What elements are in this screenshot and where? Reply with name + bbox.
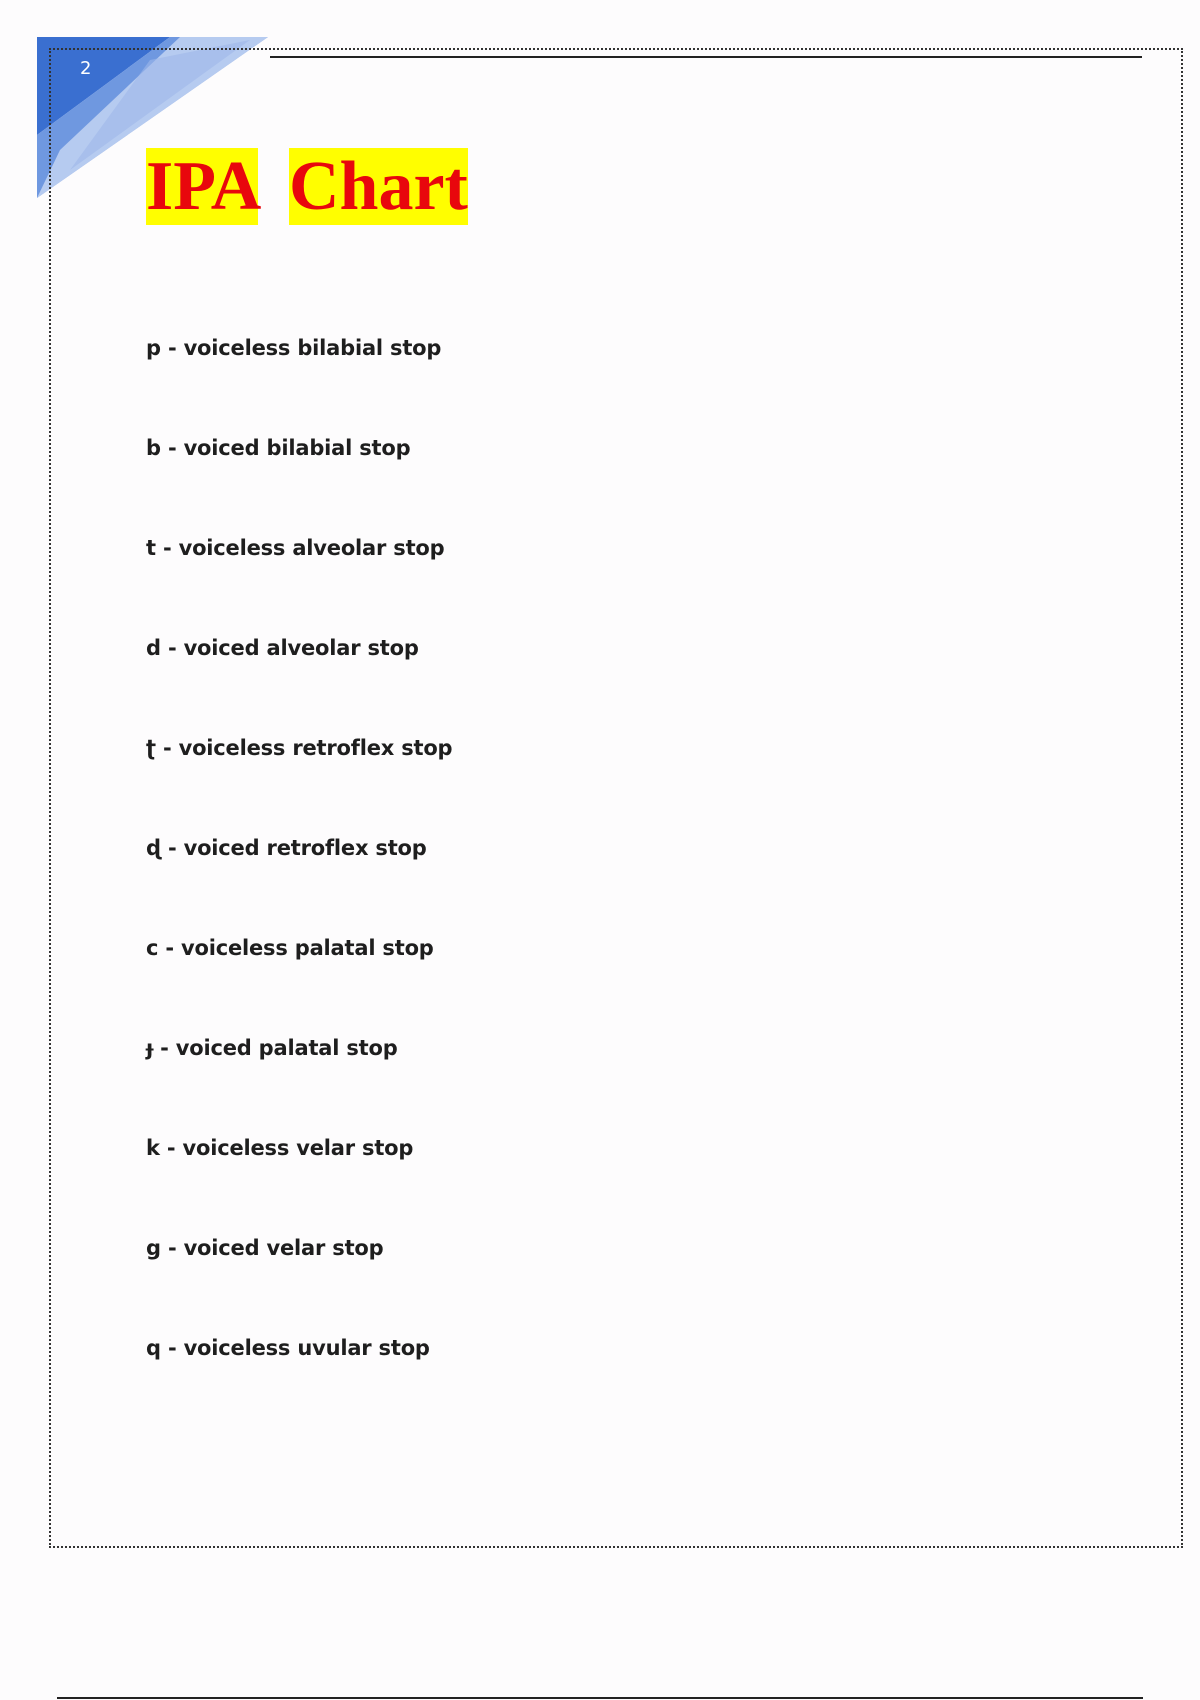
ipa-entry: t - voiceless alveolar stop [146,536,445,560]
ipa-entry: b - voiced bilabial stop [146,436,411,460]
ipa-entry-list [146,333,452,1433]
header-rule [270,56,1142,58]
title-word: IPA [146,148,258,225]
title-word: Chart [289,148,468,225]
ipa-entry: ʈ - voiceless retroflex stop [146,736,453,760]
ipa-entry: c - voiceless palatal stop [146,936,434,960]
footer-rule [57,1697,1143,1699]
page-number: 2 [80,58,92,79]
ipa-entry: q - voiceless uvular stop [146,1336,430,1360]
ipa-entry: p - voiceless bilabial stop [146,336,442,360]
ipa-entry: ɖ - voiced retroflex stop [146,836,427,860]
ipa-entry: g - voiced velar stop [146,1236,384,1260]
ipa-entry: k - voiceless velar stop [146,1136,414,1160]
ipa-entry: ɟ - voiced palatal stop [146,1036,398,1060]
page-title [146,146,468,228]
ipa-entry: d - voiced alveolar stop [146,636,419,660]
